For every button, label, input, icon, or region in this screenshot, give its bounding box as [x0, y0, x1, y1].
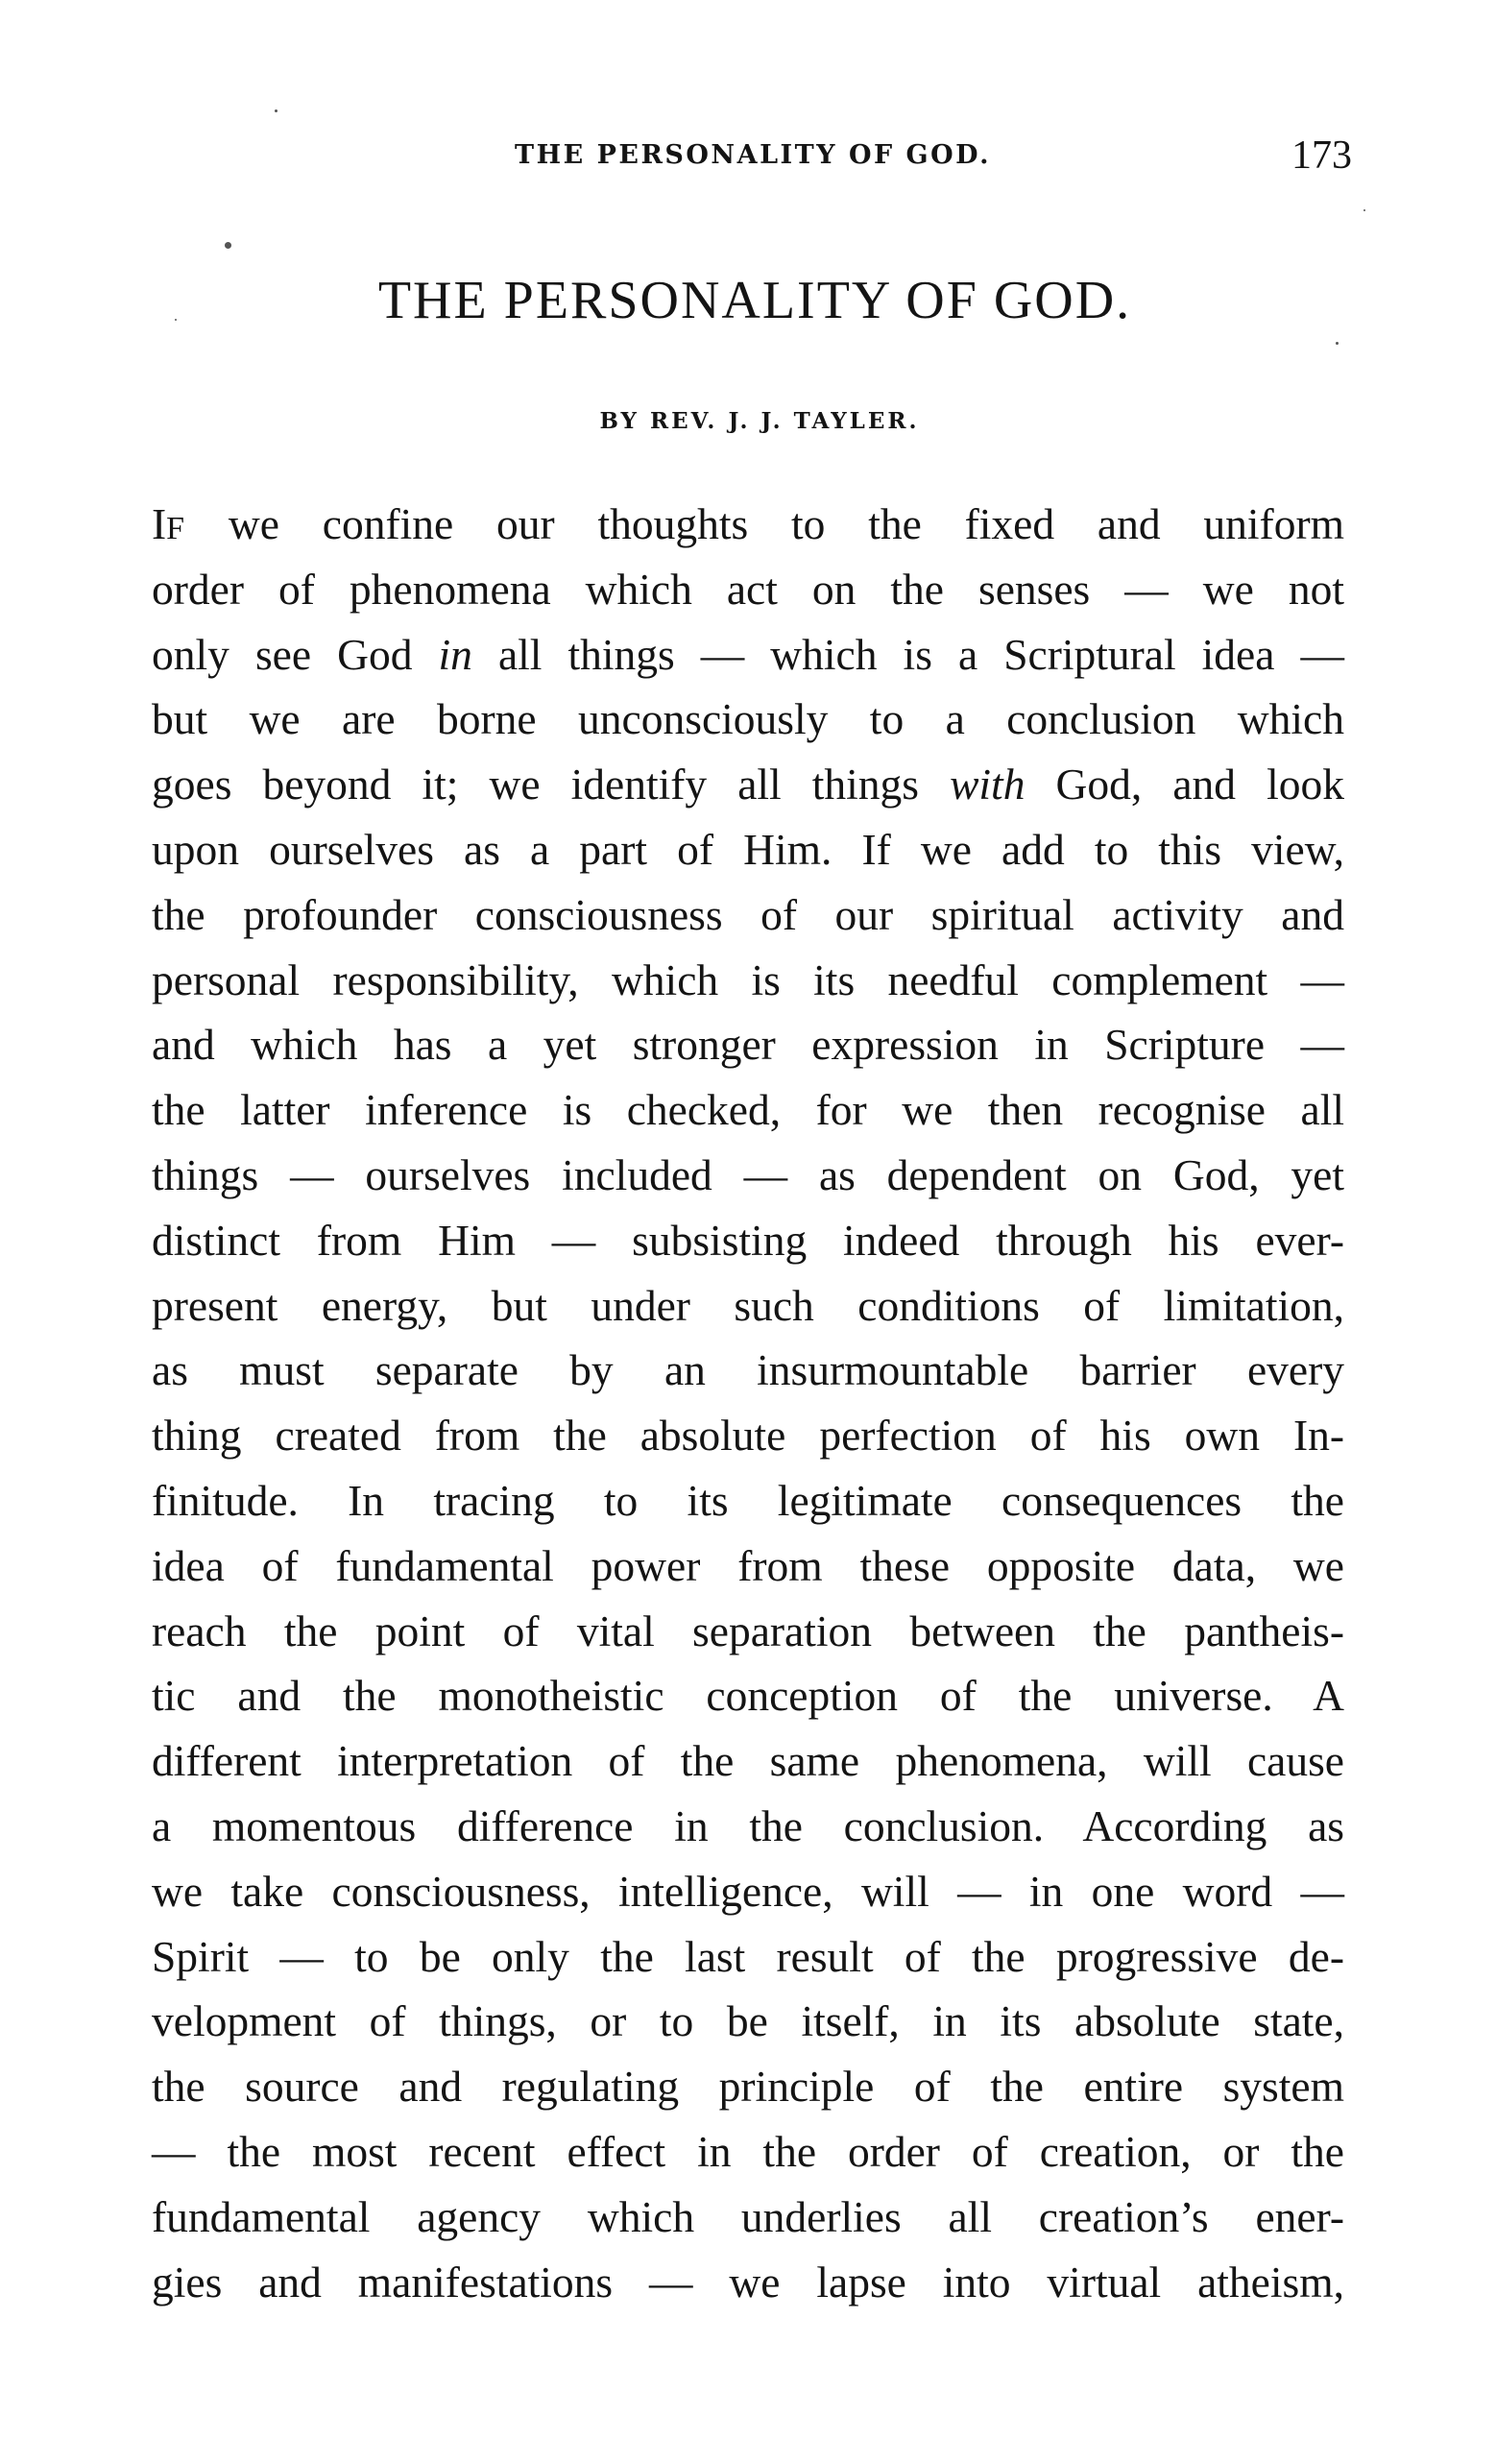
text-line: the profounder consciousness of our spiritual activity and: [152, 889, 1344, 939]
running-head: [0, 133, 1496, 178]
article-title: THE PERSONALITY OF GOD.: [377, 271, 1132, 330]
text-line: fundamental agency which underlies all creation’s ener-: [152, 2191, 1344, 2241]
paper-speck: [175, 319, 177, 321]
italic-word: in: [438, 629, 472, 679]
text-line: different interpretation of the same phenomena, will cause: [152, 1736, 1344, 1786]
text-line: order of phenomena which act on the senses — we not: [152, 564, 1344, 614]
body-text: [152, 492, 1344, 2314]
text-line: the source and regulating principle of the entire system: [152, 2062, 1344, 2112]
text-line: present energy, but under such conditions of limitation,: [152, 1280, 1344, 1330]
paper-speck: [275, 109, 277, 112]
text-line: as must separate by an insurmountable barrier every: [152, 1345, 1344, 1395]
text-line: personal responsibility, which is its needful complement —: [152, 954, 1344, 1004]
text-line: but we are borne unconsciously to a conclusion which: [152, 694, 1344, 744]
paper-speck: [1363, 209, 1365, 211]
text-line: IF we confine our thoughts to the fixed and uniform: [152, 499, 1344, 548]
text-line: finitude. In tracing to its legitimate consequences the: [152, 1475, 1344, 1525]
text-line: we take consciousness, intelligence, will — in one word —: [152, 1866, 1344, 1916]
drop-initial: I: [152, 499, 167, 548]
text-line: goes beyond it; we identify all things with God, and look: [152, 760, 1344, 809]
italic-word: with: [950, 760, 1025, 809]
page-number: 173: [1291, 133, 1352, 178]
running-head-title: THE PERSONALITY OF GOD.: [515, 140, 991, 170]
text-line: a momentous difference in the conclusion. According as: [152, 1800, 1344, 1850]
paper-speck: [225, 242, 231, 249]
text-line: the latter inference is checked, for we then recognise all: [152, 1085, 1344, 1135]
text-line: gies and manifestations — we lapse into virtual atheism,: [152, 2257, 1344, 2307]
paper-speck: [1336, 342, 1339, 345]
text-line: and which has a yet stronger expression in Scripture —: [152, 1020, 1344, 1070]
text-line: Spirit — to be only the last result of the progressive de-: [152, 1931, 1344, 1981]
text-line: distinct from Him — subsisting indeed through his ever-: [152, 1215, 1344, 1265]
text-line: only see God in all things — which is a Scriptural idea —: [152, 629, 1344, 679]
text-line: velopment of things, or to be itself, in its absolute state,: [152, 1996, 1344, 2046]
text-line: things — ourselves included — as dependent on God, yet: [152, 1149, 1344, 1199]
text-line: — the most recent effect in the order of creation, or the: [152, 2126, 1344, 2176]
text-line: tic and the monotheistic conception of the universe. A: [152, 1671, 1344, 1721]
text-line: reach the point of vital separation between the pantheis-: [152, 1606, 1344, 1655]
text-line: upon ourselves as a part of Him. If we add to this view,: [152, 824, 1344, 874]
text-line: idea of fundamental power from these opposite data, we: [152, 1540, 1344, 1590]
article-byline: BY REV. J. J. TAYLER.: [599, 408, 920, 434]
text-line: thing created from the absolute perfection of his own In-: [152, 1411, 1344, 1461]
small-caps-text: F: [166, 511, 186, 546]
